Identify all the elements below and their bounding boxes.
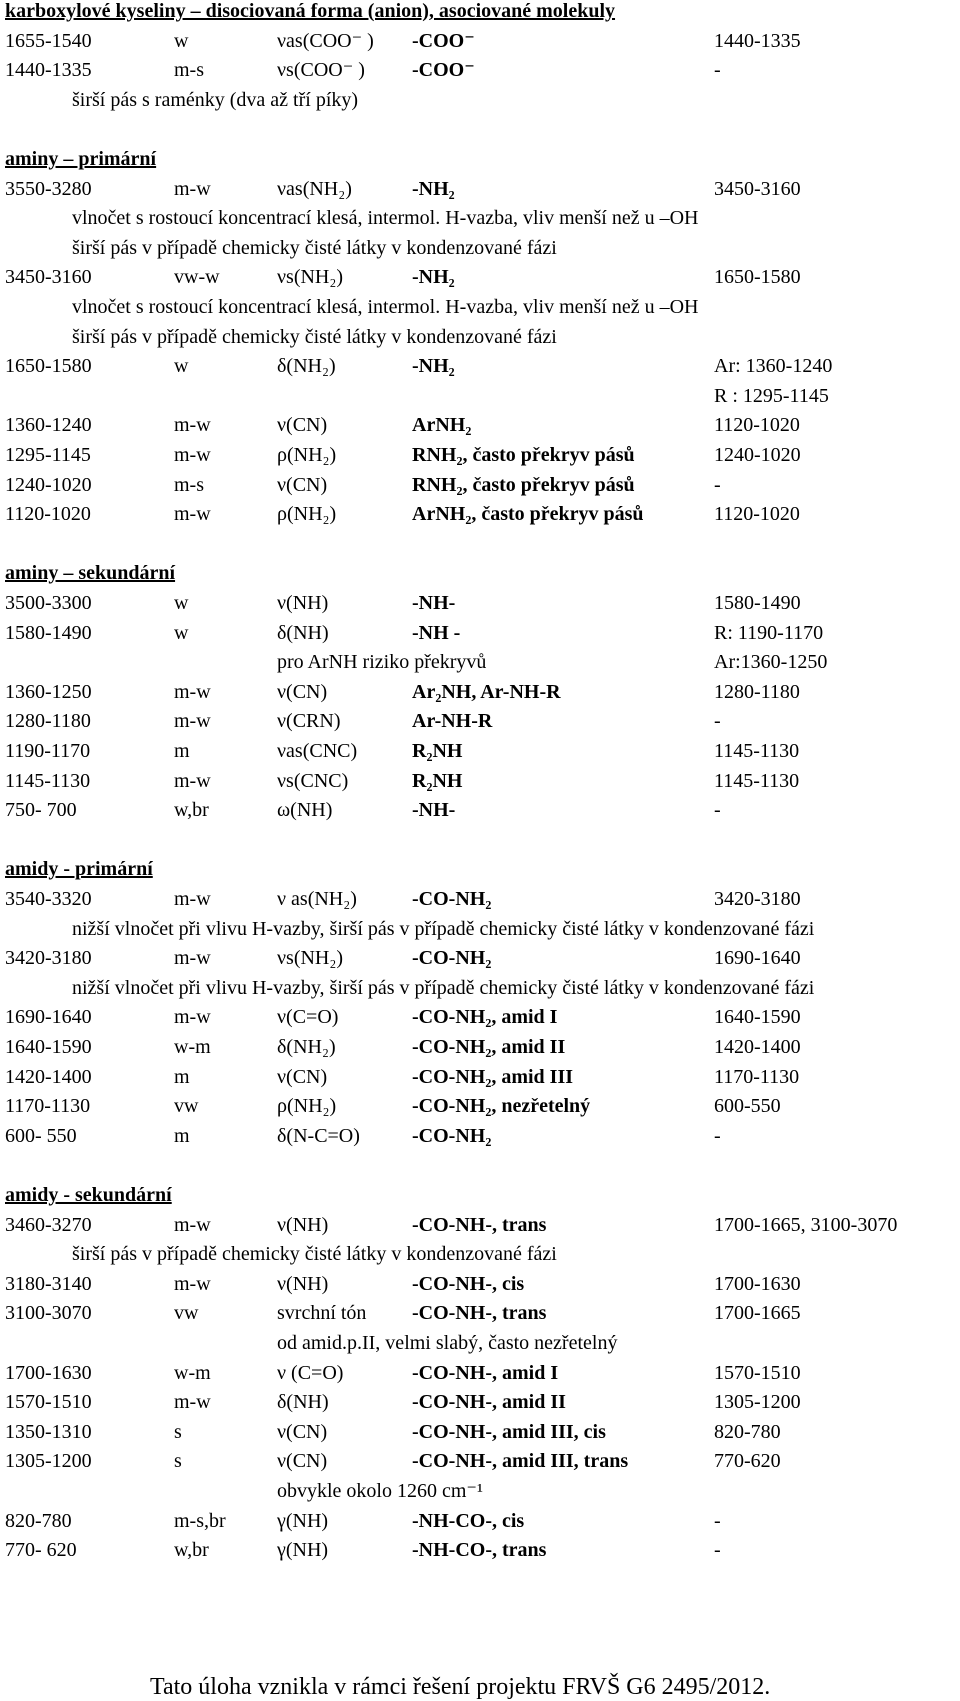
- vibration-mode: νs(COO⁻ ): [277, 59, 365, 82]
- note-text: širší pás v případě chemicky čisté látky v kondenzované fázi: [72, 236, 557, 259]
- vibration-mode: ρ(NH₂): [277, 444, 337, 466]
- vibration-mode: ν(CN): [277, 473, 328, 496]
- functional-group: Ar-NH-R: [412, 710, 493, 733]
- intensity: m: [174, 1065, 190, 1088]
- functional-group: ArNH₂, často překryv pásů: [412, 503, 644, 526]
- wavenumber-range: 1690-1640: [5, 1006, 92, 1029]
- wavenumber-range: 1570-1510: [5, 1391, 92, 1414]
- section-heading-text: aminy – sekundární: [5, 562, 176, 585]
- functional-group: -CO-NH-, cis: [412, 1272, 525, 1295]
- related-band: 1240-1020: [714, 444, 801, 466]
- intensity: m-w: [174, 680, 211, 703]
- note-text: širší pás v případě chemicky čisté látky v kondenzované fázi: [72, 1243, 557, 1266]
- wavenumber-range: 1240-1020: [5, 473, 92, 496]
- related-band: 1700-1630: [714, 1272, 801, 1295]
- blank-line: [0, 1150, 960, 1180]
- intensity: m-w: [174, 1391, 211, 1414]
- intensity: w,br: [174, 799, 209, 822]
- wavenumber-range: 1145-1130: [5, 769, 91, 792]
- wavenumber-range: 820-780: [5, 1509, 72, 1532]
- note-text: širší pás s raménky (dva až tří píky): [72, 88, 359, 111]
- related-band: 1145-1130: [714, 769, 800, 792]
- blank-line: [0, 825, 960, 855]
- table-row: [0, 1032, 960, 1062]
- vibration-mode: δ(NH₂): [277, 1036, 336, 1058]
- vibration-mode: ν(NH): [277, 592, 329, 614]
- table-row: [0, 1210, 960, 1240]
- functional-group: -CO-NH₂: [412, 1124, 492, 1147]
- table-row: [0, 618, 960, 648]
- intensity: m-w: [174, 710, 211, 733]
- related-band: 1305-1200: [714, 1391, 801, 1414]
- related-band: -: [714, 473, 721, 496]
- related-band: 1280-1180: [714, 680, 800, 703]
- wavenumber-range: 3100-3070: [5, 1302, 92, 1325]
- vibration-mode: ν(CN): [277, 1450, 328, 1473]
- note-line: [0, 973, 960, 1003]
- table-row: [0, 1476, 960, 1506]
- note-line: [0, 203, 960, 233]
- section-heading-text: amidy - primární: [5, 858, 153, 881]
- wavenumber-range: 3450-3160: [5, 266, 92, 289]
- vibration-mode: ν(CN): [277, 680, 328, 703]
- table-row: [0, 1062, 960, 1092]
- note-text: nižší vlnočet při vlivu H-vazby, širší pás v případě chemicky čisté látky v kondenzované fázi: [72, 917, 815, 940]
- related-band: -: [714, 710, 721, 733]
- functional-group: -CO-NH₂: [412, 888, 492, 910]
- table-row: [0, 1328, 960, 1358]
- section-heading: [0, 558, 960, 588]
- related-band: 770-620: [714, 1450, 781, 1473]
- vibration-mode: ν(NH): [277, 1272, 329, 1295]
- table-row: [0, 1387, 960, 1417]
- functional-group: -CO-NH₂, amid III: [412, 1065, 574, 1088]
- note-line: [0, 1239, 960, 1269]
- related-band: -: [714, 1539, 721, 1562]
- table-row: [0, 647, 960, 677]
- intensity: m-w: [174, 444, 211, 466]
- note-line: [0, 85, 960, 115]
- wavenumber-range: 1120-1020: [5, 503, 91, 526]
- wavenumber-range: 3460-3270: [5, 1213, 92, 1236]
- vibration-mode: δ(NH): [277, 621, 329, 644]
- functional-group: -COO⁻: [412, 59, 475, 82]
- intensity: s: [174, 1420, 182, 1443]
- vibration-mode: νs(CNC): [277, 769, 349, 792]
- table-row: [0, 943, 960, 973]
- related-band: 1420-1400: [714, 1036, 801, 1058]
- note-text: vlnočet s rostoucí koncentrací klesá, intermol. H-vazba, vliv menší než u –OH: [72, 296, 699, 318]
- vibration-mode: νas(COO⁻ ): [277, 29, 374, 52]
- wavenumber-range: 1190-1170: [5, 740, 91, 762]
- wavenumber-range: 1440-1335: [5, 59, 92, 82]
- intensity: m-w: [174, 414, 211, 437]
- intensity: w-m: [174, 1361, 211, 1384]
- table-row: [0, 766, 960, 796]
- vibration-mode: δ(NH): [277, 1391, 329, 1414]
- vibration-mode: νas(NH₂): [277, 177, 352, 200]
- intensity: m-w: [174, 888, 211, 910]
- table-row: [0, 262, 960, 292]
- vibration-mode: ν(CN): [277, 1065, 328, 1088]
- note-line: [0, 914, 960, 944]
- intensity: vw: [174, 1095, 199, 1118]
- table-row: [0, 1298, 960, 1328]
- related-band: 1700-1665, 3100-3070: [714, 1213, 898, 1236]
- blank-line: [0, 114, 960, 144]
- related-band: 1120-1020: [714, 503, 800, 526]
- wavenumber-range: 1420-1400: [5, 1065, 92, 1088]
- functional-group: RNH₂, často překryv pásů: [412, 473, 635, 496]
- table-row: [0, 706, 960, 736]
- vibration-mode: γ(NH): [277, 1539, 329, 1562]
- section-heading-text: aminy – primární: [5, 148, 157, 170]
- related-band: 1570-1510: [714, 1361, 801, 1384]
- functional-group: -NH-CO-, cis: [412, 1509, 525, 1532]
- table-row: [0, 1358, 960, 1388]
- wavenumber-range: 3500-3300: [5, 592, 92, 614]
- functional-group: -NH-CO-, trans: [412, 1539, 547, 1562]
- related-band: 1580-1490: [714, 592, 801, 614]
- wavenumber-range: 770- 620: [5, 1539, 77, 1562]
- vibration-mode: γ(NH): [277, 1509, 329, 1532]
- vibration-mode: νs(NH₂): [277, 947, 344, 970]
- vibration-mode: νas(CNC): [277, 740, 358, 762]
- intensity: w: [174, 355, 189, 378]
- vibration-mode: ν (C=O): [277, 1361, 344, 1384]
- blank-line: [0, 529, 960, 559]
- table-row: [0, 1269, 960, 1299]
- table-row: [0, 1446, 960, 1476]
- wavenumber-range: 1280-1180: [5, 710, 91, 733]
- wavenumber-range: 3180-3140: [5, 1272, 92, 1295]
- table-row: [0, 499, 960, 529]
- related-band: 3450-3160: [714, 177, 801, 200]
- note-text: nižší vlnočet při vlivu H-vazby, širší pás v případě chemicky čisté látky v kondenzované fázi: [72, 976, 815, 999]
- vibration-mode: ν(C=O): [277, 1006, 339, 1029]
- wavenumber-range: 1650-1580: [5, 355, 92, 378]
- table-row: [0, 1535, 960, 1565]
- functional-group: -CO-NH-, amid III, cis: [412, 1420, 606, 1443]
- wavenumber-range: 1580-1490: [5, 621, 92, 644]
- table-row: [0, 1506, 960, 1536]
- related-band: 820-780: [714, 1420, 781, 1443]
- wavenumber-range: 3550-3280: [5, 177, 92, 200]
- vibration-mode: svrchní tón: [277, 1302, 367, 1325]
- wavenumber-range: 1360-1240: [5, 414, 92, 437]
- intensity: w: [174, 29, 189, 52]
- wavenumber-range: 3420-3180: [5, 947, 92, 970]
- related-band: -: [714, 59, 721, 82]
- table-row: [0, 795, 960, 825]
- related-band: 1650-1580: [714, 266, 801, 289]
- intensity: w: [174, 621, 189, 644]
- related-band: 1170-1130: [714, 1065, 800, 1088]
- table-row: [0, 26, 960, 56]
- functional-group: -CO-NH₂, amid I: [412, 1006, 558, 1029]
- vibration-mode: ν(CN): [277, 414, 328, 437]
- functional-group: -NH₂: [412, 177, 455, 200]
- table-row: [0, 1121, 960, 1151]
- vibration-mode: ρ(NH₂): [277, 1095, 337, 1118]
- intensity: m-w: [174, 947, 211, 970]
- related-band: 3420-3180: [714, 888, 801, 910]
- wavenumber-range: 1360-1250: [5, 680, 92, 703]
- intensity: w: [174, 592, 189, 614]
- functional-group: -CO-NH₂: [412, 947, 492, 970]
- note-line: [0, 233, 960, 263]
- table-row: [0, 410, 960, 440]
- functional-group: -COO⁻: [412, 29, 475, 52]
- related-band: -: [714, 1124, 721, 1147]
- related-band: 1440-1335: [714, 29, 801, 52]
- vibration-mode: νs(NH₂): [277, 266, 344, 289]
- table-row: [0, 351, 960, 381]
- section-heading: [0, 854, 960, 884]
- vibration-mode: ν(CRN): [277, 710, 341, 733]
- note-text: vlnočet s rostoucí koncentrací klesá, intermol. H-vazba, vliv menší než u –OH: [72, 207, 699, 230]
- note-line: [0, 292, 960, 322]
- related-band: 1690-1640: [714, 947, 801, 970]
- wavenumber-range: 600- 550: [5, 1124, 77, 1147]
- table-row: [0, 736, 960, 766]
- note-line: [0, 322, 960, 352]
- intensity: m-s,br: [174, 1509, 226, 1532]
- intensity: m: [174, 740, 190, 762]
- vibration-mode: ν(NH): [277, 1213, 329, 1236]
- intensity: m-s: [174, 59, 204, 82]
- table-row: [0, 440, 960, 470]
- functional-group: -CO-NH-, trans: [412, 1213, 547, 1236]
- vibration-mode: δ(N-C=O): [277, 1124, 360, 1147]
- vibration-mode: ν(CN): [277, 1420, 328, 1443]
- vibration-mode: od amid.p.II, velmi slabý, často nezřetelný: [277, 1332, 618, 1354]
- wavenumber-range: 750- 700: [5, 799, 77, 822]
- functional-group: RNH₂, často překryv pásů: [412, 444, 635, 466]
- wavenumber-range: 1350-1310: [5, 1420, 92, 1443]
- table-row: [0, 1091, 960, 1121]
- wavenumber-range: 1640-1590: [5, 1036, 92, 1058]
- functional-group: R₂NH: [412, 769, 463, 792]
- functional-group: -NH-: [412, 592, 456, 614]
- intensity: vw: [174, 1302, 199, 1325]
- related-band: 600-550: [714, 1095, 781, 1118]
- related-band: R: 1190-1170: [714, 621, 824, 644]
- section-heading: [0, 1180, 960, 1210]
- intensity: m-w: [174, 503, 211, 526]
- functional-group: -CO-NH-, amid II: [412, 1391, 566, 1414]
- intensity: s: [174, 1450, 182, 1473]
- vibration-mode: pro ArNH riziko překryvů: [277, 651, 487, 674]
- functional-group: Ar₂NH, Ar-NH-R: [412, 680, 561, 703]
- table-row: [0, 884, 960, 914]
- note-text: širší pás v případě chemicky čisté látky v kondenzované fázi: [72, 325, 557, 348]
- vibration-mode: obvykle okolo 1260 cm⁻¹: [277, 1480, 483, 1502]
- table-row: [0, 174, 960, 204]
- functional-group: -NH-: [412, 799, 456, 822]
- related-band: Ar:1360-1250: [714, 651, 828, 674]
- table-row: [0, 1417, 960, 1447]
- wavenumber-range: 3540-3320: [5, 888, 92, 910]
- intensity: m-w: [174, 1213, 211, 1236]
- table-row: [0, 1002, 960, 1032]
- related-band: 1145-1130: [714, 740, 800, 762]
- intensity: w,br: [174, 1539, 209, 1562]
- wavenumber-range: 1700-1630: [5, 1361, 92, 1384]
- vibration-mode: ω(NH): [277, 799, 333, 822]
- wavenumber-range: 1305-1200: [5, 1450, 92, 1473]
- functional-group: -CO-NH₂, amid II: [412, 1036, 566, 1058]
- functional-group: R₂NH: [412, 740, 463, 762]
- related-band: -: [714, 1509, 721, 1532]
- intensity: m-w: [174, 177, 211, 200]
- functional-group: ArNH₂: [412, 414, 472, 437]
- table-row: [0, 588, 960, 618]
- wavenumber-range: 1655-1540: [5, 29, 92, 52]
- intensity: m-w: [174, 1006, 211, 1029]
- functional-group: -CO-NH-, amid I: [412, 1361, 559, 1384]
- functional-group: -CO-NH₂, nezřetelný: [412, 1095, 591, 1118]
- section-heading-text: karboxylové kyseliny – disociovaná forma (anion), asociované molekuly: [5, 0, 616, 22]
- intensity: m-w: [174, 769, 211, 792]
- functional-group: -CO-NH-, trans: [412, 1302, 547, 1325]
- section-heading: [0, 144, 960, 174]
- intensity: m-s: [174, 473, 204, 496]
- related-band: 1120-1020: [714, 414, 800, 437]
- section-heading: [0, 0, 960, 26]
- related-band: 1640-1590: [714, 1006, 801, 1029]
- table-row: [0, 55, 960, 85]
- footer-text: Tato úloha vznikla v rámci řešení projektu FRVŠ G6 2495/2012.: [150, 1674, 771, 1700]
- intensity: m: [174, 1124, 190, 1147]
- functional-group: -NH₂: [412, 355, 455, 378]
- vibration-mode: δ(NH₂): [277, 355, 336, 378]
- intensity: m-w: [174, 1272, 211, 1295]
- table-row: [0, 381, 960, 411]
- related-band: R : 1295-1145: [714, 384, 829, 407]
- section-heading-text: amidy - sekundární: [5, 1184, 172, 1206]
- wavenumber-range: 1170-1130: [5, 1095, 91, 1118]
- table-row: [0, 470, 960, 500]
- vibration-mode: ν as(NH₂): [277, 888, 357, 910]
- intensity: vw-w: [174, 266, 220, 289]
- related-band: -: [714, 799, 721, 822]
- table-row: [0, 677, 960, 707]
- related-band: 1700-1665: [714, 1302, 801, 1325]
- related-band: Ar: 1360-1240: [714, 355, 833, 378]
- vibration-mode: ρ(NH₂): [277, 503, 337, 526]
- functional-group: -CO-NH-, amid III, trans: [412, 1450, 629, 1473]
- functional-group: -NH -: [412, 621, 461, 644]
- wavenumber-range: 1295-1145: [5, 444, 91, 466]
- functional-group: -NH₂: [412, 266, 455, 289]
- intensity: w-m: [174, 1036, 211, 1058]
